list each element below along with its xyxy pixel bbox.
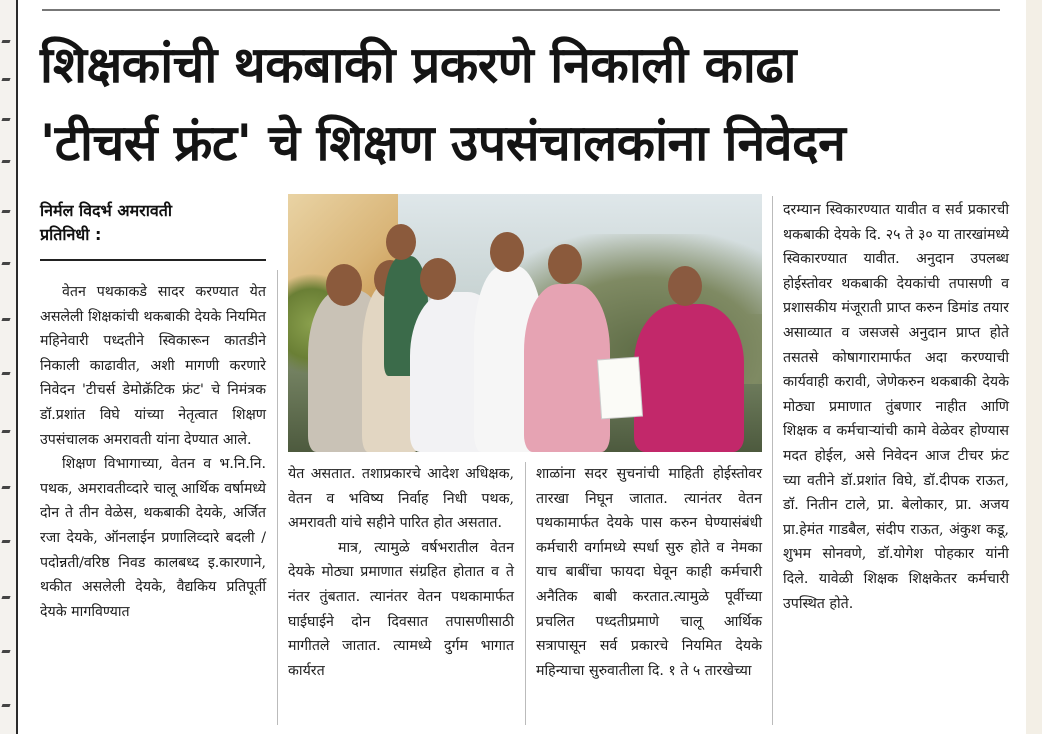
group-photo-handing-memorandum-icon: [288, 194, 762, 452]
byline-reporter: प्रतिनिधी :: [40, 225, 102, 244]
paragraph: येत असतात. तशाप्रकारचे आदेश अधिक्षक, वेतन व भविष्य निर्वाह निधी पथक, अमरावती यांचे सहीने पारित होत असतात.: [288, 466, 514, 532]
article-column-3: [536, 462, 762, 683]
headline-line-2: 'टीचर्स फ्रंट' चे शिक्षण उपसंचालकांना निवेदन: [40, 114, 846, 172]
paragraph: शिक्षण विभागाच्या, वेतन व भ.नि.नि. पथक, अमरावतीव्दारे चालू आर्थिक वर्षामध्ये दोन ते तीन वेळेस, थकबाकी देयके, अर्जित रजा देयके, ऑनलाईन प्रणालिव्दारे बदली / पदोन्नती/वरिष्ठ निवड कालबध्द इ.कारणाने, थकीत असलेली देयके, वैद्यकिय प्रतिपूर्ती देयके मागविण्यात: [40, 456, 266, 620]
column-divider: [525, 462, 526, 725]
top-rule: [42, 9, 1000, 11]
article-column-4: [783, 198, 1009, 616]
page-margin-right: [1026, 0, 1042, 734]
headline-line-1: शिक्षकांची थकबाकी प्रकरणे निकाली काढा: [40, 36, 796, 94]
byline: [40, 199, 268, 247]
article-column-1: [40, 280, 266, 624]
paragraph: मात्र, त्यामुळे वर्षभरातील वेतन देयके मोठ्या प्रमाणात संग्रहित होतात व ते नंतर तुंबतात. त्यानंतर वेतन पथकामार्फत घाईघाईने दोन दिवसात तपासणीसाठी मागीतले जातात. त्यामध्ये दुर्गम भागात कार्यरत: [288, 539, 514, 679]
article-column-2: [288, 462, 514, 683]
paragraph: दरम्यान स्विकारण्यात यावीत व सर्व प्रकारची थकबाकी देयके दि. २५ ते ३० या तारखांमध्ये स्विकारण्यात यावीत. अनुदान उपलब्ध होईस्तोवर थकबाकी देयकांची तपासणी व प्रशासकीय मंजूराती प्राप्त करुन डिमांड तयार असाव्यात व जसजसे अनुदान प्राप्त होते तसतसे कोषागारामार्फत अदा करण्याची कार्यवाही करावी, जेणेकरुन थकबाकी देयके मोठ्या प्रमाणात तुंबणार नाहीत आणि शिक्षक व कर्मचाऱ्यांची कामे वेळेवर होण्यास मदत होईल, असे निवेदन आज टीचर फ्रंट च्या वतीने डॉ.प्रशांत विघे, डॉ.दीपक राऊत, डॉ. नितीन टाले, प्रा. बेलोकार, प्रा. अजय प्रा.हेमंत गाडबैल, संदीप राऊत, अंकुश कडू, शुभम सोनवणे, डॉ.योगेश पोहकार यांनी दिले. यावेळी शिक्षक शिक्षकेतर कर्मचारी उपस्थित होते.: [783, 202, 1009, 612]
column-divider: [277, 270, 278, 725]
paragraph: शाळांना सदर सुचनांची माहिती होईस्तोवर तारखा निघून जातात. त्यानंतर वेतन पथकामार्फत देयके पास करुन घेण्यासंबंधी कर्मचारी वर्गामध्ये स्पर्धा सुरु होते व नेमका याच बाबींचा फायदा घेवून काही कर्मचारी अनैतिक बाबी करतात.त्यामुळे पूर्वीच्या प्रचलित पध्दतीप्रमाणे चालू आर्थिक सत्रापासून सर्व प्रकारचे नियमित देयके महिन्याचा सुरुवातीला दि. १ ते ५ तारखेच्या: [536, 466, 762, 679]
byline-publication: निर्मल विदर्भ अमरावती: [40, 201, 173, 220]
byline-rule: [40, 259, 266, 261]
adjacent-column-edge: [0, 0, 18, 734]
paragraph: वेतन पथकाकडे सादर करण्यात येत असलेली शिक्षकांची थकबाकी देयके नियमित महिनेवारी पध्दतीने स्विकारून कातडीने निकाली काढावीत, अशी मागणी करणारे निवेदन 'टीचर्स डेमोक्रॅटिक फ्रंट' चे निमंत्रक डॉ.प्रशांत विघे यांच्या नेतृत्वात शिक्षण उपसंचालक अमरावती यांना देण्यात आले.: [40, 284, 266, 448]
column-divider: [772, 196, 773, 725]
